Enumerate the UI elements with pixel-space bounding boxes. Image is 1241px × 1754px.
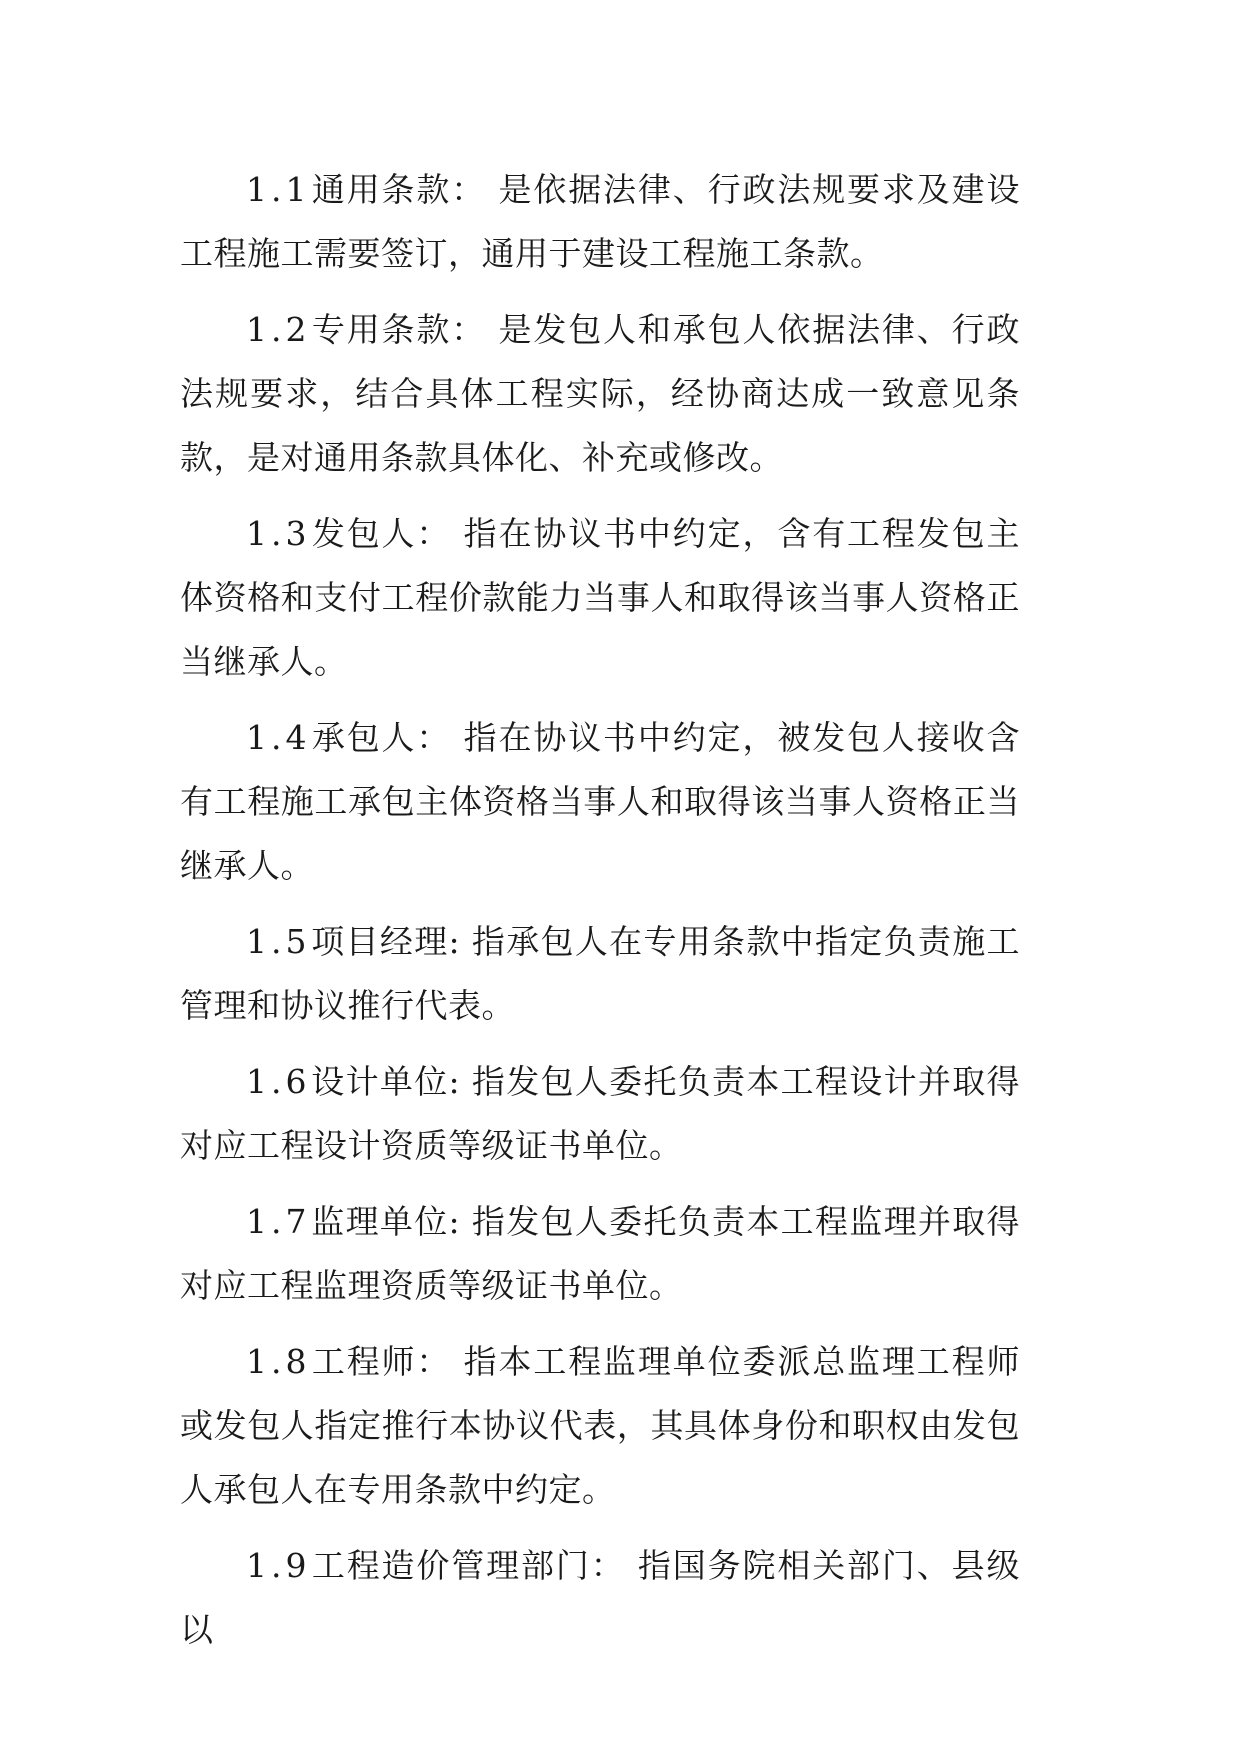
clause-1-8 [180, 1330, 1020, 1522]
clause-text: 承包人： 指在协议书中约定，被发包人接收含有工程施工承包主体资格当事人和取得该当事人资格正当继承人。 [180, 718, 1020, 885]
clause-number: 1.8 [246, 1342, 311, 1381]
clause-1-4 [180, 706, 1020, 898]
clause-text: 设计单位: 指发包人委托负责本工程设计并取得对应工程设计资质等级证书单位。 [180, 1062, 1020, 1165]
clause-number: 1.9 [246, 1546, 311, 1585]
clause-1-2 [180, 298, 1020, 490]
clause-text: 发包人： 指在协议书中约定，含有工程发包主体资格和支付工程价款能力当事人和取得该当事人资格正当继承人。 [180, 514, 1020, 681]
clause-1-6 [180, 1050, 1020, 1178]
clause-number: 1.3 [246, 514, 311, 553]
clause-number: 1.2 [246, 310, 311, 349]
clause-number: 1.1 [246, 170, 311, 209]
clause-text: 专用条款： 是发包人和承包人依据法律、行政法规要求，结合具体工程实际，经协商达成一致意见条款，是对通用条款具体化、补充或修改。 [180, 310, 1020, 477]
clause-number: 1.7 [246, 1202, 311, 1241]
clause-text: 项目经理: 指承包人在专用条款中指定负责施工管理和协议推行代表。 [180, 922, 1020, 1025]
clause-1-3 [180, 502, 1020, 694]
clause-list [180, 158, 1020, 1674]
clause-1-5 [180, 910, 1020, 1038]
clause-text: 工程师： 指本工程监理单位委派总监理工程师或发包人指定推行本协议代表，其具体身份和职权由发包人承包人在专用条款中约定。 [180, 1342, 1020, 1509]
clause-text: 监理单位: 指发包人委托负责本工程监理并取得对应工程监理资质等级证书单位。 [180, 1202, 1020, 1305]
clause-number: 1.5 [246, 922, 311, 961]
clause-number: 1.6 [246, 1062, 311, 1101]
clause-1-7 [180, 1190, 1020, 1318]
clause-text: 通用条款： 是依据法律、行政法规要求及建设工程施工需要签订，通用于建设工程施工条款。 [180, 170, 1020, 273]
clause-number: 1.4 [246, 718, 311, 757]
clause-text: 工程造价管理部门： 指国务院相关部门、县级以 [180, 1546, 1020, 1649]
clause-1-9 [180, 1534, 1020, 1662]
clause-1-1 [180, 158, 1020, 286]
